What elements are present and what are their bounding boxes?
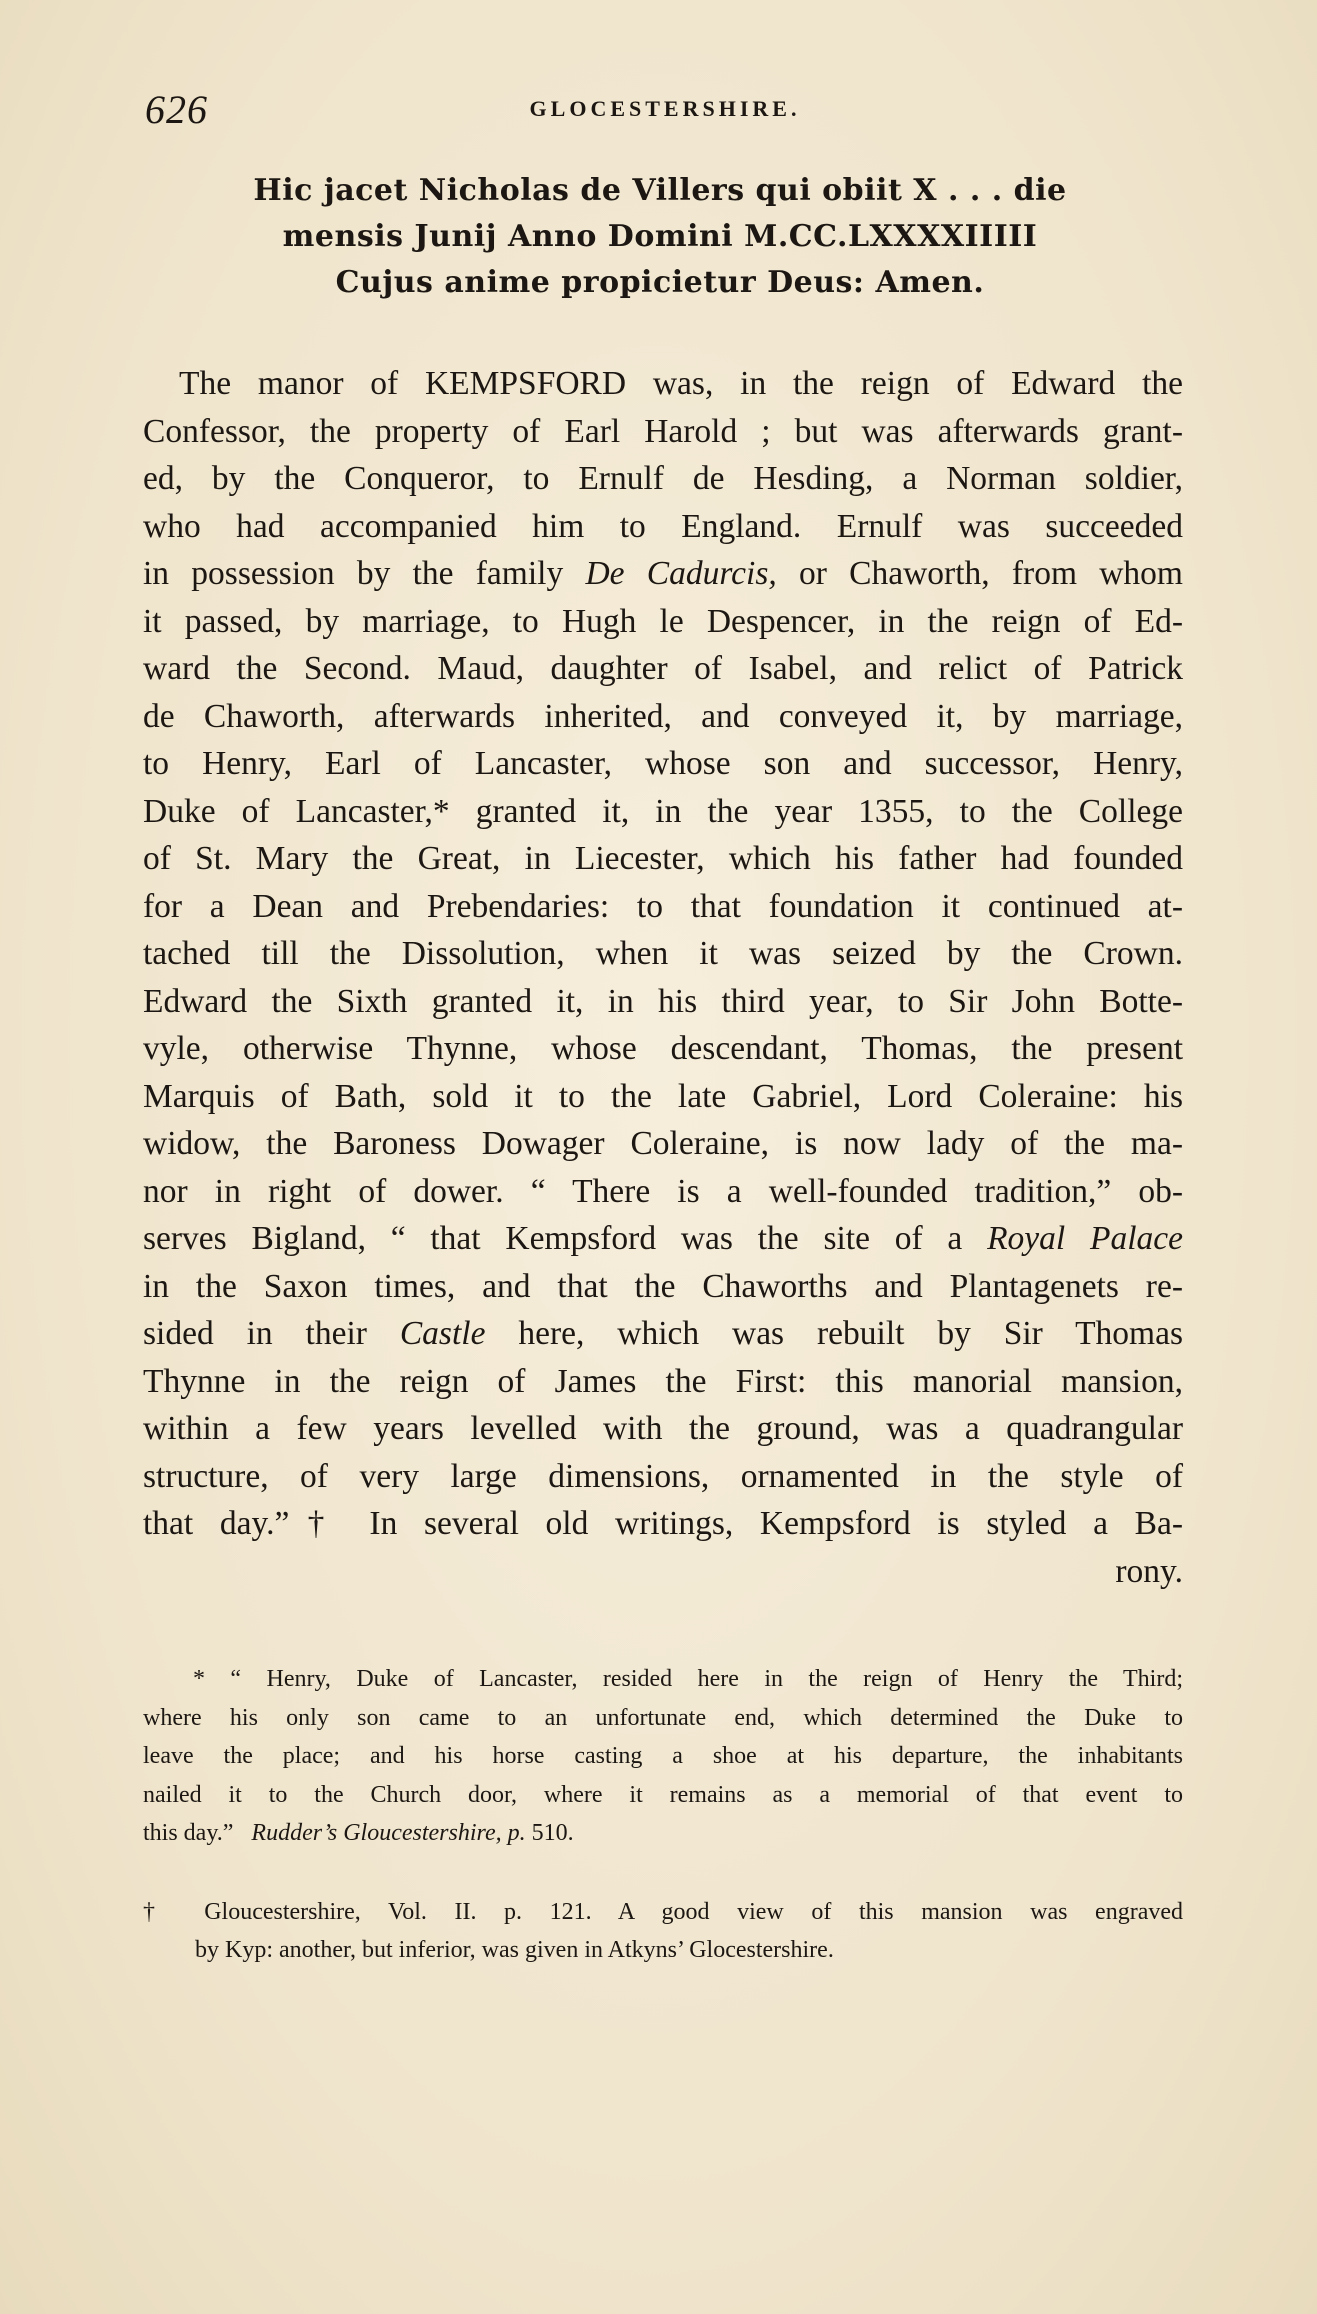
italic-name-de-cadurcis: De Cadurcis, [585,555,777,592]
footnote-star-line: * “ Henry, Duke of Lancaster, resided here in the reign of Henry the Third; [193,1666,1183,1692]
text-line: Thynne in the reign of James the First: this manorial mansion, [143,1362,1183,1400]
inscription-line: mensis Junij Anno Domini M.CC.LXXXXIIIII [282,219,1038,254]
footnote-gap [143,1853,1183,1893]
text-line [143,1310,1183,1358]
text-line: vyle, otherwise Thynne, whose descendant, Thomas, the present [143,1030,1183,1067]
italic-royal-palace: Royal Palace [987,1220,1184,1257]
text-line: ed, by the Conqueror, to Ernulf de Hesding, a Norman soldier, [143,460,1183,497]
text-segment: in possession by the family [143,555,564,592]
text-segment: serves Bigland, “ that Kempsford was the site of a [143,1220,963,1257]
text-line: Marquis of Bath, sold it to the late Gabriel, Lord Coleraine: his [143,1077,1183,1115]
page-header [145,86,1185,136]
text-line: for a Dean and Prebendaries: to that foundation it continued at- [143,887,1183,925]
text-line: who had accompanied him to England. Ernulf was succeeded [143,507,1183,545]
text-line: that day.”† In several old writings, Kempsford is styled a Ba- [143,1505,1183,1542]
text-line: in the Saxon times, and that the Chaworths and Plantagenets re- [143,1267,1183,1305]
inscription-line: Cujus anime propicietur Deus: Amen. [335,265,985,300]
text-line: de Chaworth, afterwards inherited, and conveyed it, by marriage, [143,697,1183,735]
footnote-star-line: nailed it to the Church door, where it remains as a memorial of that event to [143,1781,1183,1808]
italic-citation: Rudder’s Gloucestershire, p. [251,1820,526,1846]
footnotes [143,1660,1183,1970]
text-line: Confessor, the property of Earl Harold ; but was afterwards grant- [143,412,1183,450]
text-line: of St. Mary the Great, in Liecester, which his father had founded [143,840,1183,877]
text-line: to Henry, Earl of Lancaster, whose son and successor, Henry, [143,745,1183,782]
inscription-line: Hic jacet Nicholas de Villers qui obiit X . . . die [253,173,1067,208]
text-line: tached till the Dissolution, when it was seized by the Crown. [143,935,1183,972]
text-line: ward the Second. Maud, daughter of Isabel, and relict of Patrick [143,650,1183,687]
text-line: The manor of KEMPSFORD was, in the reign of Edward the [179,365,1183,402]
text-line [143,550,1183,598]
text-segment: this day.” [143,1820,234,1846]
text-line [143,1215,1183,1263]
footnote-dagger-line: † Gloucestershire, Vol. II. p. 121. A good view of this mansion was engraved [143,1898,1183,1925]
text-line: within a few years levelled with the ground, was a quadrangular [143,1410,1183,1447]
latin-inscription [210,168,1110,306]
text-segment: 510. [531,1820,574,1846]
footnote-star-line [143,1814,1183,1853]
text-segment: sided in their [143,1315,367,1352]
text-line: it passed, by marriage, to Hugh le Despencer, in the reign of Ed- [143,602,1183,640]
running-head: GLOCESTERSHIRE. [529,96,801,121]
text-segment: here, which was rebuilt by Sir Thomas [518,1315,1183,1352]
text-line: structure, of very large dimensions, ornamented in the style of [143,1457,1183,1495]
footnote-dagger-line: by Kyp: another, but inferior, was given in Atkyns’ Glocestershire. [195,1937,834,1963]
footnote-star-line: where his only son came to an unfortunate end, which determined the Duke to [143,1704,1183,1731]
text-line: Edward the Sixth granted it, in his third year, to Sir John Botte- [143,982,1183,1020]
italic-castle: Castle [399,1315,486,1352]
page-number: 626 [145,87,208,132]
text-line: Duke of Lancaster,* granted it, in the year 1355, to the College [143,792,1183,830]
text-segment: or Chaworth, from whom [799,555,1183,592]
footnote-star-line: leave the place; and his horse casting a shoe at his departure, the inhabitants [143,1743,1183,1769]
catchword-line: rony. [1115,1552,1183,1590]
text-line: widow, the Baroness Dowager Coleraine, is now lady of the ma- [143,1125,1183,1162]
text-line: nor in right of dower. “ There is a well-founded tradition,” ob- [143,1172,1183,1210]
main-paragraph [143,360,1183,1595]
